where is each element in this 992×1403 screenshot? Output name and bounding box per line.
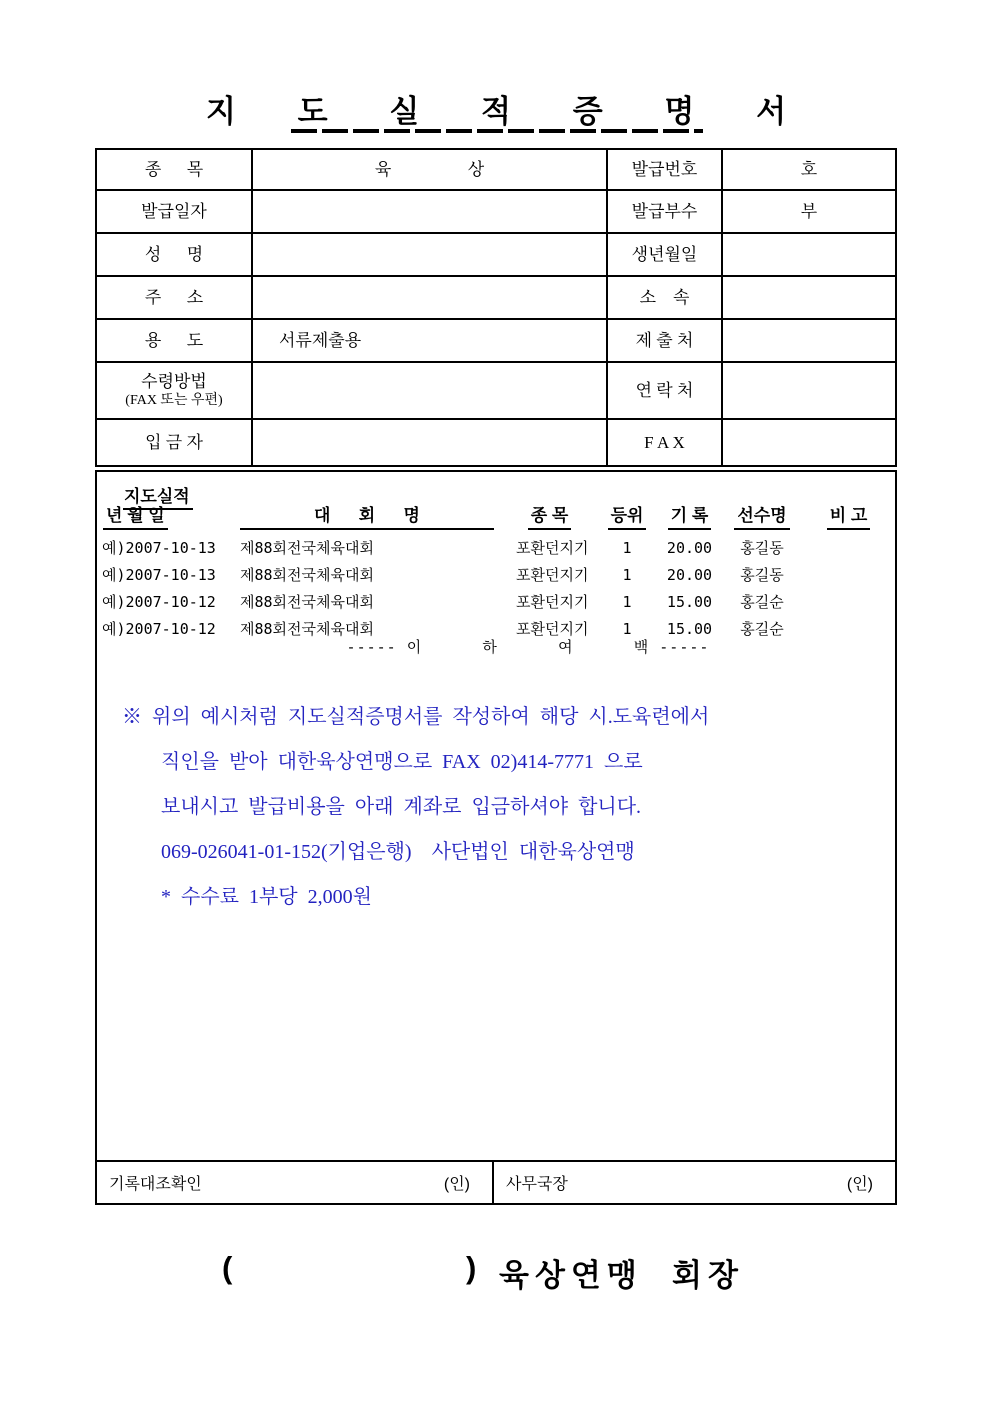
filler-line: ----- 이 하 여 백 -----	[346, 638, 710, 656]
record-cell-athlete: 홍길동	[740, 566, 784, 584]
info-value-depositor[interactable]	[253, 420, 608, 465]
info-table	[95, 148, 897, 467]
record-cell-date: 예)2007-10-13	[102, 566, 216, 584]
record-cell-record: 15.00	[666, 592, 713, 611]
record-cell-rank: 1	[622, 592, 632, 611]
info-value-issue-date[interactable]	[253, 191, 608, 234]
record-cell-meet: 제88회전국체육대회	[240, 620, 374, 638]
info-value-purpose: 서류제출용	[253, 320, 608, 363]
record-cell-date: 예)2007-10-13	[102, 539, 216, 557]
info-label-issue-number: 발급번호	[608, 150, 723, 191]
info-value-contact[interactable]	[723, 363, 895, 420]
record-cell-event: 포환던지기	[516, 620, 589, 638]
record-cell-rank: 1	[622, 538, 632, 557]
record-cell-note	[802, 588, 895, 615]
record-cell-record: 20.00	[666, 565, 713, 584]
info-label-contact: 연 락 처	[608, 363, 723, 420]
record-header-event: 종 목	[502, 504, 597, 530]
record-header-row	[97, 504, 895, 530]
confirm-left-seal: (인)	[443, 1176, 470, 1193]
record-cell-athlete: 홍길동	[740, 539, 784, 557]
confirm-row	[95, 1160, 897, 1205]
info-value-birthdate[interactable]	[723, 234, 895, 277]
record-cell-athlete: 홍길순	[740, 593, 784, 611]
info-label-issue-date: 발급일자	[97, 191, 253, 234]
record-header-date: 년 월 일	[97, 504, 232, 530]
record-header-meet: 대 회 명	[232, 504, 502, 530]
record-cell-event: 포환던지기	[516, 539, 589, 557]
info-value-fax[interactable]	[723, 420, 895, 465]
record-cell-rank: 1	[622, 565, 632, 584]
info-label-fax: F A X	[608, 420, 723, 465]
confirm-right-cell	[494, 1162, 895, 1203]
record-cell-record: 20.00	[666, 538, 713, 557]
notice-line-2: 직인을 받아 대한육상연맹으로 FAX 02)414-7771 으로	[161, 751, 643, 773]
record-cell-event: 포환던지기	[516, 593, 589, 611]
confirm-right-seal: (인)	[846, 1176, 873, 1193]
info-value-name[interactable]	[253, 234, 608, 277]
confirm-left-cell	[97, 1162, 494, 1203]
record-cell-note	[802, 561, 895, 588]
info-label-affiliation: 소 속	[608, 277, 723, 320]
notice-line-3: 보내시고 발급비용을 아래 계좌로 입금하셔야 합니다.	[161, 796, 642, 818]
record-cell-athlete: 홍길순	[740, 620, 784, 638]
info-value-copies[interactable]: 부	[723, 191, 895, 234]
record-row	[97, 534, 895, 561]
notice-line-1: ※ 위의 예시처럼 지도실적증명서를 작성하여 해당 시.도육련에서	[122, 706, 710, 728]
info-label-receive-method	[97, 363, 253, 420]
record-cell-record: 15.00	[666, 619, 713, 638]
confirm-left-label: 기록대조확인	[109, 1176, 202, 1193]
record-cell-event: 포환던지기	[516, 566, 589, 584]
record-cell-meet: 제88회전국체육대회	[240, 566, 374, 584]
info-value-receive-method[interactable]	[253, 363, 608, 420]
signature-open-paren: (	[222, 1250, 233, 1285]
info-label-address: 주 소	[97, 277, 253, 320]
record-cell-note	[802, 534, 895, 561]
record-header-note: 비 고	[802, 504, 895, 530]
record-cell-meet: 제88회전국체육대회	[240, 593, 374, 611]
record-header-rank: 등위	[597, 504, 657, 530]
document-title: 지 도 실 적 증 명 서	[205, 94, 814, 129]
title-underline	[291, 129, 703, 133]
record-cell-date: 예)2007-10-12	[102, 620, 216, 638]
info-label-birthdate: 생년월일	[608, 234, 723, 277]
record-row	[97, 588, 895, 615]
record-header-athlete: 선수명	[722, 504, 802, 530]
info-label-name: 성 명	[97, 234, 253, 277]
confirm-right-label: 사무국장	[506, 1176, 568, 1193]
info-label-depositor: 입 금 자	[97, 420, 253, 465]
record-row	[97, 561, 895, 588]
info-label-purpose: 용 도	[97, 320, 253, 363]
record-section-box	[95, 470, 897, 1162]
info-label-submit-to: 제 출 처	[608, 320, 723, 363]
receive-method-label: 수령방법	[141, 371, 207, 391]
info-value-submit-to[interactable]	[723, 320, 895, 363]
signature-label: 육상연맹 회장	[499, 1258, 744, 1293]
info-value-address[interactable]	[253, 277, 608, 320]
info-value-issue-number[interactable]: 호	[723, 150, 895, 191]
record-rows	[97, 534, 895, 642]
record-cell-date: 예)2007-10-12	[102, 593, 216, 611]
signature-close-paren: )	[466, 1250, 477, 1285]
record-header-record: 기 록	[657, 504, 722, 530]
info-label-copies: 발급부수	[608, 191, 723, 234]
notice-line-4: 069-026041-01-152(기업은행) 사단법인 대한육상연맹	[161, 841, 635, 863]
record-section-label: 지도실적	[123, 482, 193, 510]
record-cell-rank: 1	[622, 619, 632, 638]
info-value-affiliation[interactable]	[723, 277, 895, 320]
receive-method-sublabel: (FAX 또는 우편)	[125, 393, 223, 409]
info-value-event: 육 상	[253, 150, 608, 191]
notice-line-5: * 수수료 1부당 2,000원	[161, 886, 372, 908]
info-label-event: 종 목	[97, 150, 253, 191]
record-cell-meet: 제88회전국체육대회	[240, 539, 374, 557]
